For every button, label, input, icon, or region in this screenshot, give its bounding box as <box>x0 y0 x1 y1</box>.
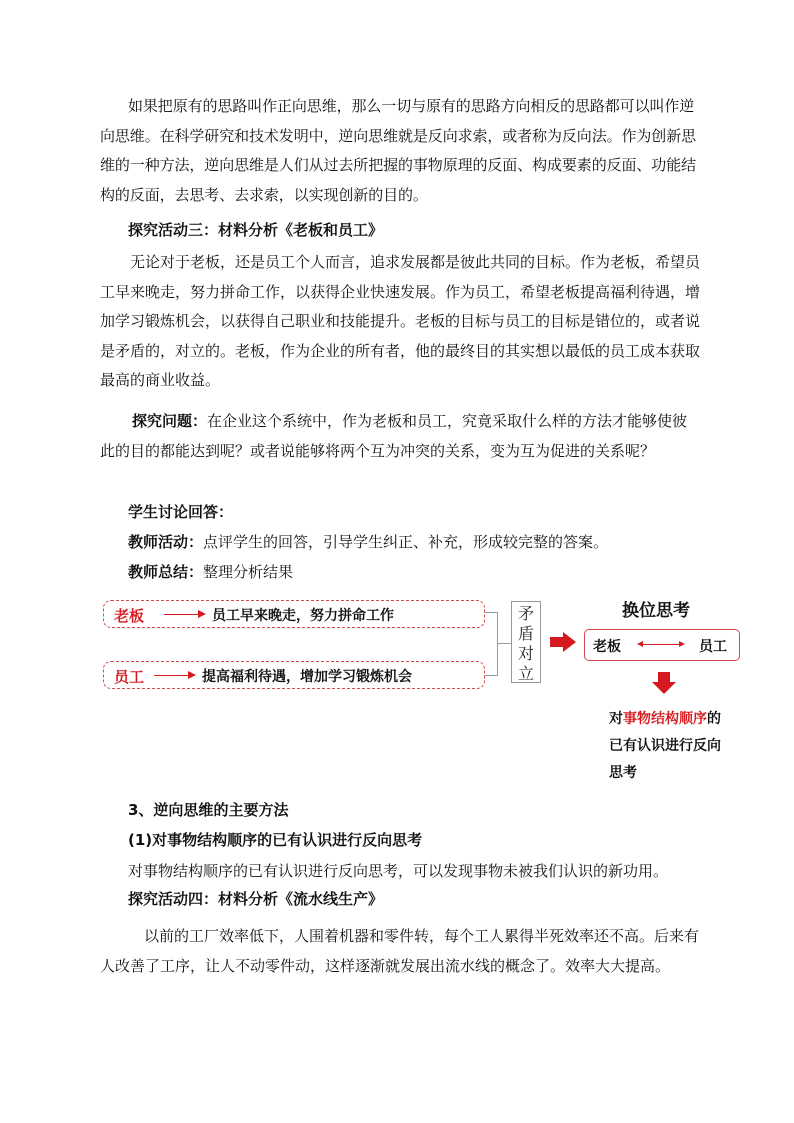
conflict-char: 盾 <box>517 624 534 643</box>
employee-goal-text: 提高福利待遇，增加学习锻炼机会 <box>202 669 412 685</box>
brace-tick <box>497 643 511 644</box>
teacher-summary-label: 教师总结： <box>128 563 204 581</box>
paragraph-reverse-thinking: 如果把原有的思路叫作正向思维，那么一切与原有的思路方向相反的思路都可以叫作逆向思维。在科学研究和技术发明中，逆向思维就是反向求索，或者称为反向法。作为创新思维的一种方法，逆向思维是人们从过去所把握的事物原理的反面、构成要素的反面、功能结构的反面，去思考、去求索，以实现创新的目的。 <box>100 97 697 204</box>
discussion-label: 学生讨论回答： <box>128 503 234 521</box>
conclusion-prefix: 对 <box>609 711 623 727</box>
double-arrow-icon <box>639 644 683 645</box>
conclusion-highlight: 事物结构顺序 <box>623 711 707 727</box>
boss-goal-text: 员工早来晚走，努力拼命工作 <box>212 608 394 624</box>
activity4-paragraph: 以前的工厂效率低下，人围着机器和零件转，每个工人累得半死效率还不高。后来有人改善了工序，让人不动零件动，这样逐渐就发展出流水线的概念了。效率大大提高。 <box>100 927 700 975</box>
diagram-conclusion <box>609 706 729 787</box>
employee-label: 员工 <box>114 668 145 686</box>
conclusion-suffix: 的已有认识进行反向思考 <box>609 711 721 781</box>
question-paragraph <box>100 407 700 466</box>
teacher-summary-text: 整理分析结果 <box>203 563 294 581</box>
method1-paragraph: 对事物结构顺序的已有认识进行反向思考，可以发现事物未被我们认识的新功用。 <box>128 862 669 880</box>
activity4-heading: 探究活动四：材料分析《流水线生产》 <box>128 890 384 908</box>
teacher-summary <box>128 561 293 582</box>
conflict-char: 立 <box>517 664 534 683</box>
boss-arrow-icon <box>164 614 204 615</box>
swap-right-label: 员工 <box>699 639 727 655</box>
conflict-char: 对 <box>517 644 534 663</box>
swap-thinking-title: 换位思考 <box>622 601 690 621</box>
boss-goal-box <box>103 600 485 628</box>
conflict-char: 矛 <box>517 604 534 623</box>
right-arrow-icon <box>550 632 576 652</box>
activity3-heading: 探究活动三：材料分析《老板和员工》 <box>128 221 384 239</box>
employee-goal-box <box>103 661 485 689</box>
teacher-activity-text: 点评学生的回答，引导学生纠正、补充，形成较完整的答案。 <box>203 533 609 551</box>
activity3-paragraph: 无论对于老板，还是员工个人而言，追求发展都是彼此共同的目标。作为老板，希望员工早来晚走，努力拼命工作，以获得企业快速发展。作为员工，希望老板提高福利待遇，增加学习锻炼机会，以获得自己职业和技能提升。老板的目标与员工的目标是错位的，或者说是矛盾的，对立的。老板，作为企业的所有者，他的最终目的其实想以最低的员工成本获取最高的商业收益。 <box>100 253 701 389</box>
teacher-activity-label: 教师活动： <box>128 533 204 551</box>
question-label: 探究问题： <box>132 412 208 430</box>
teacher-activity <box>128 531 608 552</box>
conflict-box <box>511 601 541 683</box>
employee-arrow-icon <box>154 675 194 676</box>
boss-label: 老板 <box>114 607 145 625</box>
swap-box <box>584 629 740 661</box>
swap-left-label: 老板 <box>593 639 621 655</box>
section3-heading: 3、逆向思维的主要方法 <box>128 801 289 819</box>
method1-heading: (1)对事物结构顺序的已有认识进行反向思考 <box>128 831 423 849</box>
question-text: 在企业这个系统中，作为老板和员工，究竟采取什么样的方法才能够使彼此的目的都能达到呢？或者说能够将两个互为冲突的关系，变为互为促进的关系呢？ <box>100 412 688 460</box>
brace-connector <box>485 612 498 676</box>
down-arrow-icon <box>652 672 676 694</box>
